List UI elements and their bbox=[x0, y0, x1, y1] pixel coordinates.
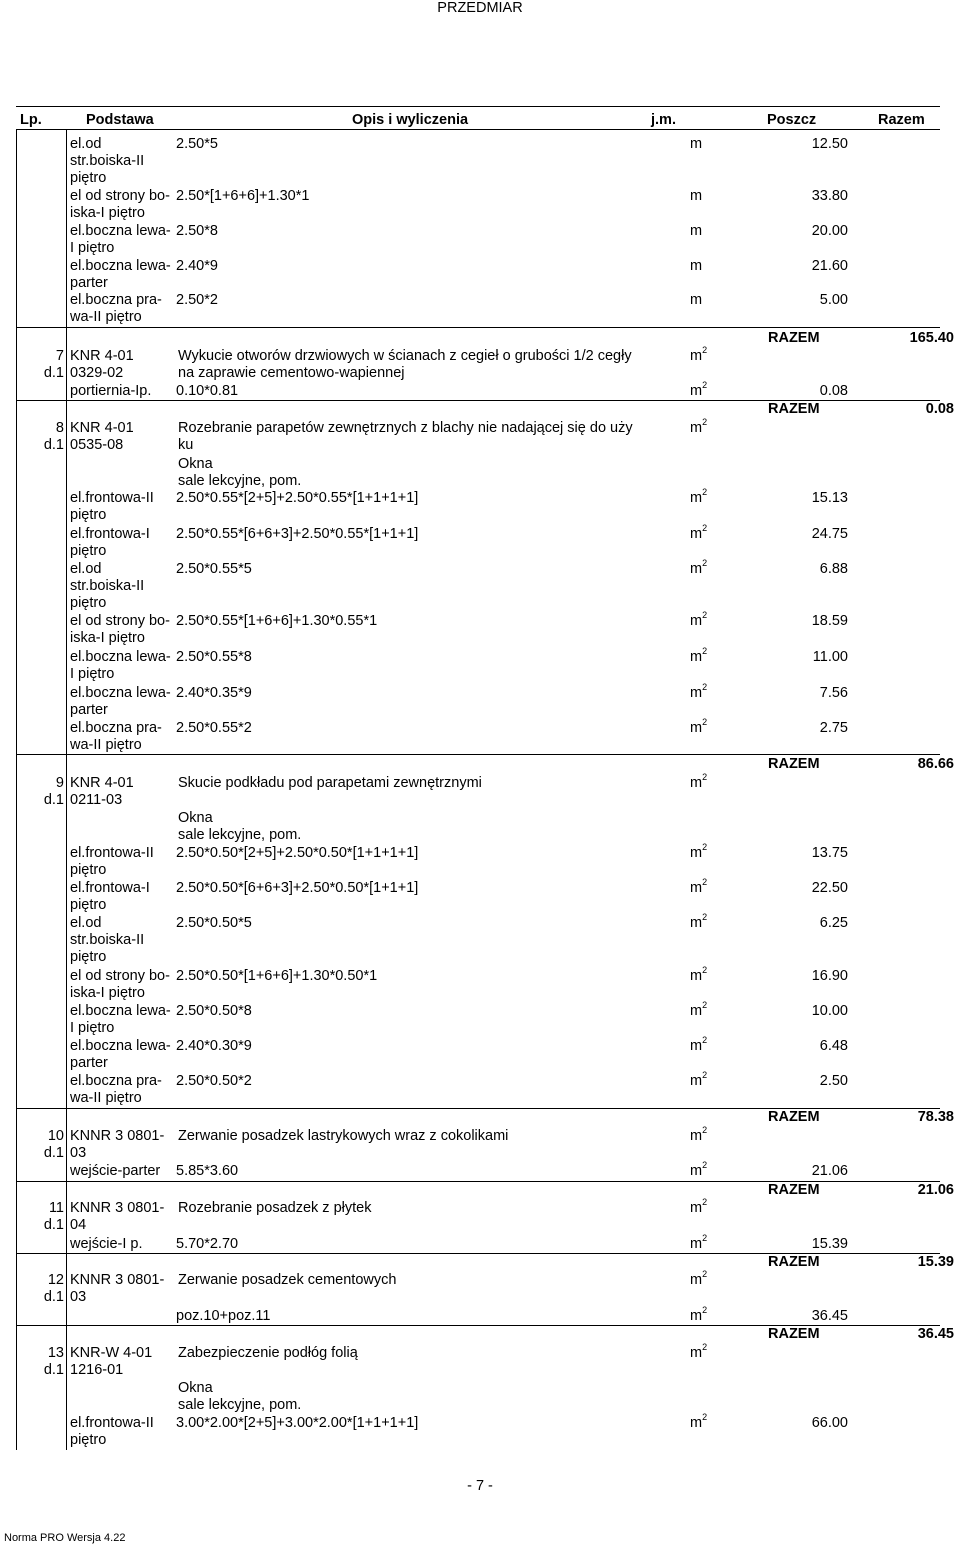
unit: m bbox=[690, 292, 703, 308]
header-bottom-rule bbox=[16, 129, 940, 130]
razem-label: RAZEM bbox=[768, 401, 820, 417]
line-value: 22.50 bbox=[811, 880, 848, 896]
line-value: 2.75 bbox=[819, 720, 848, 736]
unit: $m^2$ bbox=[690, 912, 708, 931]
line-calc: 0.10*0.81 bbox=[176, 383, 239, 399]
position-code: 1216-01 bbox=[70, 1362, 124, 1378]
line-name: str.boiska-II bbox=[70, 153, 145, 169]
line-value: 0.08 bbox=[819, 383, 848, 399]
header-poszcz: Poszcz bbox=[767, 112, 817, 128]
line-value: 24.75 bbox=[811, 526, 848, 542]
line-value: 6.25 bbox=[819, 915, 848, 931]
line-name: iska-I piętro bbox=[70, 205, 145, 221]
razem-total: 78.38 bbox=[917, 1109, 954, 1125]
line-calc: 2.50*0.55*8 bbox=[176, 649, 252, 665]
line-value: 21.60 bbox=[811, 258, 848, 274]
razem-total: 0.08 bbox=[925, 401, 954, 417]
unit: m bbox=[690, 258, 703, 274]
unit: $m^2$ bbox=[690, 877, 708, 896]
line-calc: 2.50*0.55*[1+6+6]+1.30*0.55*1 bbox=[176, 613, 378, 629]
razem-label: RAZEM bbox=[768, 1254, 820, 1270]
unit: $m^2$ bbox=[690, 965, 708, 984]
line-calc: 2.50*0.50*[2+5]+2.50*0.50*[1+1+1+1] bbox=[176, 845, 419, 861]
position-code: 0535-08 bbox=[70, 437, 124, 453]
line-name: parter bbox=[70, 275, 108, 291]
position-description: Zerwanie posadzek cementowych bbox=[178, 1272, 397, 1288]
line-value: 20.00 bbox=[811, 223, 848, 239]
position-code: KNNR 3 0801- bbox=[70, 1200, 165, 1216]
unit: $m^2$ bbox=[690, 1412, 708, 1431]
position-code: 0329-02 bbox=[70, 365, 124, 381]
line-name: el od strony bo- bbox=[70, 613, 170, 629]
line-name: wejście-parter bbox=[70, 1163, 161, 1179]
position-code: KNNR 3 0801- bbox=[70, 1272, 165, 1288]
line-name: el od strony bo- bbox=[70, 968, 170, 984]
unit: m bbox=[690, 223, 703, 239]
position-code: KNR 4-01 bbox=[70, 420, 134, 436]
unit: $m^2$ bbox=[690, 417, 708, 436]
line-name: el.boczna pra- bbox=[70, 720, 162, 736]
line-value: 15.13 bbox=[811, 490, 848, 506]
line-value: 6.88 bbox=[819, 561, 848, 577]
line-name: piętro bbox=[70, 1432, 107, 1448]
unit: $m^2$ bbox=[690, 1342, 708, 1361]
line-name: iska-I piętro bbox=[70, 630, 145, 646]
line-calc: 2.50*5 bbox=[176, 136, 218, 152]
position-description: ku bbox=[178, 437, 194, 453]
unit: $m^2$ bbox=[690, 842, 708, 861]
header-top-rule bbox=[16, 106, 940, 107]
line-name: el.boczna lewa- bbox=[70, 223, 171, 239]
line-value: 10.00 bbox=[811, 1003, 848, 1019]
razem-total: 36.45 bbox=[917, 1326, 954, 1342]
line-name: str.boiska-II bbox=[70, 578, 145, 594]
line-name: iska-I piętro bbox=[70, 985, 145, 1001]
unit: $m^2$ bbox=[690, 345, 708, 364]
line-name: parter bbox=[70, 702, 108, 718]
position-code: KNNR 3 0801- bbox=[70, 1128, 165, 1144]
line-name: wa-II piętro bbox=[70, 737, 142, 753]
line-calc: 2.50*8 bbox=[176, 223, 218, 239]
line-name: el.frontowa-II bbox=[70, 845, 154, 861]
line-name: el.boczna lewa- bbox=[70, 1003, 171, 1019]
line-name: el.boczna lewa- bbox=[70, 258, 171, 274]
line-name: el.frontowa-I bbox=[70, 880, 150, 896]
line-name: el.boczna pra- bbox=[70, 292, 162, 308]
unit: $m^2$ bbox=[690, 1070, 708, 1089]
line-name: wa-II piętro bbox=[70, 309, 142, 325]
section-label: sale lekcyjne, pom. bbox=[178, 473, 302, 489]
line-value: 66.00 bbox=[811, 1415, 848, 1431]
line-calc: 2.40*0.35*9 bbox=[176, 685, 252, 701]
line-value: 12.50 bbox=[811, 136, 848, 152]
position-description: Zerwanie posadzek lastrykowych wraz z cokolikami bbox=[178, 1128, 509, 1144]
unit: m bbox=[690, 188, 703, 204]
line-name: el.boczna lewa- bbox=[70, 649, 171, 665]
line-calc: 5.85*3.60 bbox=[176, 1163, 239, 1179]
section-label: sale lekcyjne, pom. bbox=[178, 827, 302, 843]
line-name: wejście-I p. bbox=[70, 1236, 143, 1252]
razem-label: RAZEM bbox=[768, 1326, 820, 1342]
unit: $m^2$ bbox=[690, 610, 708, 629]
position-d: d.1 bbox=[43, 1145, 64, 1161]
position-d: d.1 bbox=[43, 1217, 64, 1233]
line-value: 18.59 bbox=[811, 613, 848, 629]
line-value: 6.48 bbox=[819, 1038, 848, 1054]
line-name: el.frontowa-II bbox=[70, 490, 154, 506]
position-description: na zaprawie cementowo-wapiennej bbox=[178, 365, 405, 381]
position-description: Wykucie otworów drzwiowych w ścianach z cegieł o grubości 1/2 cegły bbox=[178, 348, 632, 364]
line-name: str.boiska-II bbox=[70, 932, 145, 948]
line-calc: 2.50*0.50*5 bbox=[176, 915, 252, 931]
line-name: el.boczna lewa- bbox=[70, 685, 171, 701]
line-calc: 2.40*0.30*9 bbox=[176, 1038, 252, 1054]
unit: $m^2$ bbox=[690, 1000, 708, 1019]
unit: $m^2$ bbox=[690, 380, 708, 399]
line-name: wa-II piętro bbox=[70, 1090, 142, 1106]
position-number: 13 bbox=[47, 1345, 64, 1361]
page-number: - 7 - bbox=[467, 1478, 493, 1494]
position-number: 11 bbox=[48, 1200, 64, 1216]
position-code: 03 bbox=[70, 1289, 87, 1305]
line-name: el od strony bo- bbox=[70, 188, 170, 204]
line-calc: 2.50*[1+6+6]+1.30*1 bbox=[176, 188, 310, 204]
line-calc: 2.50*0.55*5 bbox=[176, 561, 252, 577]
line-calc: poz.10+poz.11 bbox=[176, 1308, 271, 1324]
position-number: 10 bbox=[47, 1128, 64, 1144]
unit: $m^2$ bbox=[690, 1197, 708, 1216]
position-description: Rozebranie parapetów zewnętrznych z blachy nie nadającej się do uży bbox=[178, 420, 633, 436]
position-code: KNR 4-01 bbox=[70, 348, 134, 364]
line-name: el.od bbox=[70, 561, 102, 577]
line-value: 15.39 bbox=[811, 1236, 848, 1252]
line-name: I piętro bbox=[70, 666, 115, 682]
line-calc: 2.40*9 bbox=[176, 258, 218, 274]
unit: $m^2$ bbox=[690, 558, 708, 577]
line-name: piętro bbox=[70, 897, 107, 913]
line-value: 36.45 bbox=[811, 1308, 848, 1324]
section-label: Okna bbox=[178, 1380, 213, 1396]
razem-total: 15.39 bbox=[917, 1254, 954, 1270]
line-name: portiernia-Ip. bbox=[70, 383, 152, 399]
line-value: 21.06 bbox=[811, 1163, 848, 1179]
row-separator bbox=[16, 754, 940, 755]
position-code: KNR 4-01 bbox=[70, 775, 134, 791]
position-code: 04 bbox=[70, 1217, 87, 1233]
position-d: d.1 bbox=[43, 365, 64, 381]
unit: $m^2$ bbox=[690, 523, 708, 542]
line-calc: 2.50*0.50*[1+6+6]+1.30*0.50*1 bbox=[176, 968, 378, 984]
unit: $m^2$ bbox=[690, 1305, 708, 1324]
header-podstawa: Podstawa bbox=[86, 112, 154, 128]
line-value: 7.56 bbox=[819, 685, 848, 701]
line-calc: 2.50*0.50*8 bbox=[176, 1003, 252, 1019]
unit: $m^2$ bbox=[690, 1035, 708, 1054]
line-name: I piętro bbox=[70, 240, 115, 256]
unit: $m^2$ bbox=[690, 1233, 708, 1252]
line-name: piętro bbox=[70, 170, 107, 186]
line-calc: 2.50*0.55*[2+5]+2.50*0.55*[1+1+1+1] bbox=[176, 490, 419, 506]
razem-label: RAZEM bbox=[768, 330, 820, 346]
position-number: 9 bbox=[55, 775, 64, 791]
position-description: Skucie podkładu pod parapetami zewnętrznymi bbox=[178, 775, 482, 791]
line-name: el.frontowa-II bbox=[70, 1415, 154, 1431]
line-name: I piętro bbox=[70, 1020, 115, 1036]
unit: $m^2$ bbox=[690, 487, 708, 506]
position-d: d.1 bbox=[43, 1289, 64, 1305]
line-name: piętro bbox=[70, 543, 107, 559]
unit: $m^2$ bbox=[690, 1125, 708, 1144]
line-name: el.boczna lewa- bbox=[70, 1038, 171, 1054]
razem-total: 21.06 bbox=[917, 1182, 954, 1198]
unit: $m^2$ bbox=[690, 682, 708, 701]
position-description: Zabezpieczenie podłóg folią bbox=[178, 1345, 358, 1361]
line-value: 16.90 bbox=[811, 968, 848, 984]
line-name: el.od bbox=[70, 136, 102, 152]
line-value: 2.50 bbox=[819, 1073, 848, 1089]
document-title: PRZEDMIAR bbox=[437, 0, 523, 16]
section-label: Okna bbox=[178, 810, 213, 826]
position-d: d.1 bbox=[43, 1362, 64, 1378]
razem-total: 86.66 bbox=[917, 756, 954, 772]
header-jm: j.m. bbox=[651, 112, 676, 128]
position-number: 7 bbox=[55, 348, 64, 364]
line-name: piętro bbox=[70, 862, 107, 878]
position-d: d.1 bbox=[43, 437, 64, 453]
line-name: el.frontowa-I bbox=[70, 526, 150, 542]
razem-label: RAZEM bbox=[768, 1109, 820, 1125]
line-value: 33.80 bbox=[811, 188, 848, 204]
unit: m bbox=[690, 136, 703, 152]
header-lp: Lp. bbox=[20, 112, 42, 128]
position-number: 8 bbox=[55, 420, 64, 436]
line-calc: 2.50*2 bbox=[176, 292, 218, 308]
line-calc: 2.50*0.50*2 bbox=[176, 1073, 252, 1089]
line-name: parter bbox=[70, 1055, 108, 1071]
line-name: piętro bbox=[70, 949, 107, 965]
position-code: 03 bbox=[70, 1145, 87, 1161]
row-separator bbox=[16, 327, 940, 328]
line-calc: 2.50*0.50*[6+6+3]+2.50*0.50*[1+1+1] bbox=[176, 880, 419, 896]
position-description: Rozebranie posadzek z płytek bbox=[178, 1200, 372, 1216]
razem-total: 165.40 bbox=[909, 330, 954, 346]
header-opis: Opis i wyliczenia bbox=[352, 112, 469, 128]
position-code: 0211-03 bbox=[70, 792, 123, 808]
line-calc: 2.50*0.55*[6+6+3]+2.50*0.55*[1+1+1] bbox=[176, 526, 419, 542]
line-calc: 2.50*0.55*2 bbox=[176, 720, 252, 736]
line-value: 13.75 bbox=[811, 845, 848, 861]
unit: $m^2$ bbox=[690, 1160, 708, 1179]
unit: $m^2$ bbox=[690, 1269, 708, 1288]
line-name: el.boczna pra- bbox=[70, 1073, 162, 1089]
line-name: piętro bbox=[70, 595, 107, 611]
unit: $m^2$ bbox=[690, 772, 708, 791]
unit: $m^2$ bbox=[690, 717, 708, 736]
position-d: d.1 bbox=[43, 792, 64, 808]
section-label: Okna bbox=[178, 456, 213, 472]
razem-label: RAZEM bbox=[768, 1182, 820, 1198]
unit: $m^2$ bbox=[690, 646, 708, 665]
line-value: 5.00 bbox=[819, 292, 848, 308]
position-code: KNR-W 4-01 bbox=[70, 1345, 153, 1361]
position-number: 12 bbox=[47, 1272, 64, 1288]
section-label: sale lekcyjne, pom. bbox=[178, 1397, 302, 1413]
line-calc: 5.70*2.70 bbox=[176, 1236, 239, 1252]
header-razem: Razem bbox=[878, 112, 925, 128]
footer-version: Norma PRO Wersja 4.22 bbox=[4, 1532, 126, 1544]
line-calc: 3.00*2.00*[2+5]+3.00*2.00*[1+1+1+1] bbox=[176, 1415, 419, 1431]
line-name: el.od bbox=[70, 915, 102, 931]
razem-label: RAZEM bbox=[768, 756, 820, 772]
line-name: piętro bbox=[70, 507, 107, 523]
line-value: 11.00 bbox=[812, 649, 848, 665]
